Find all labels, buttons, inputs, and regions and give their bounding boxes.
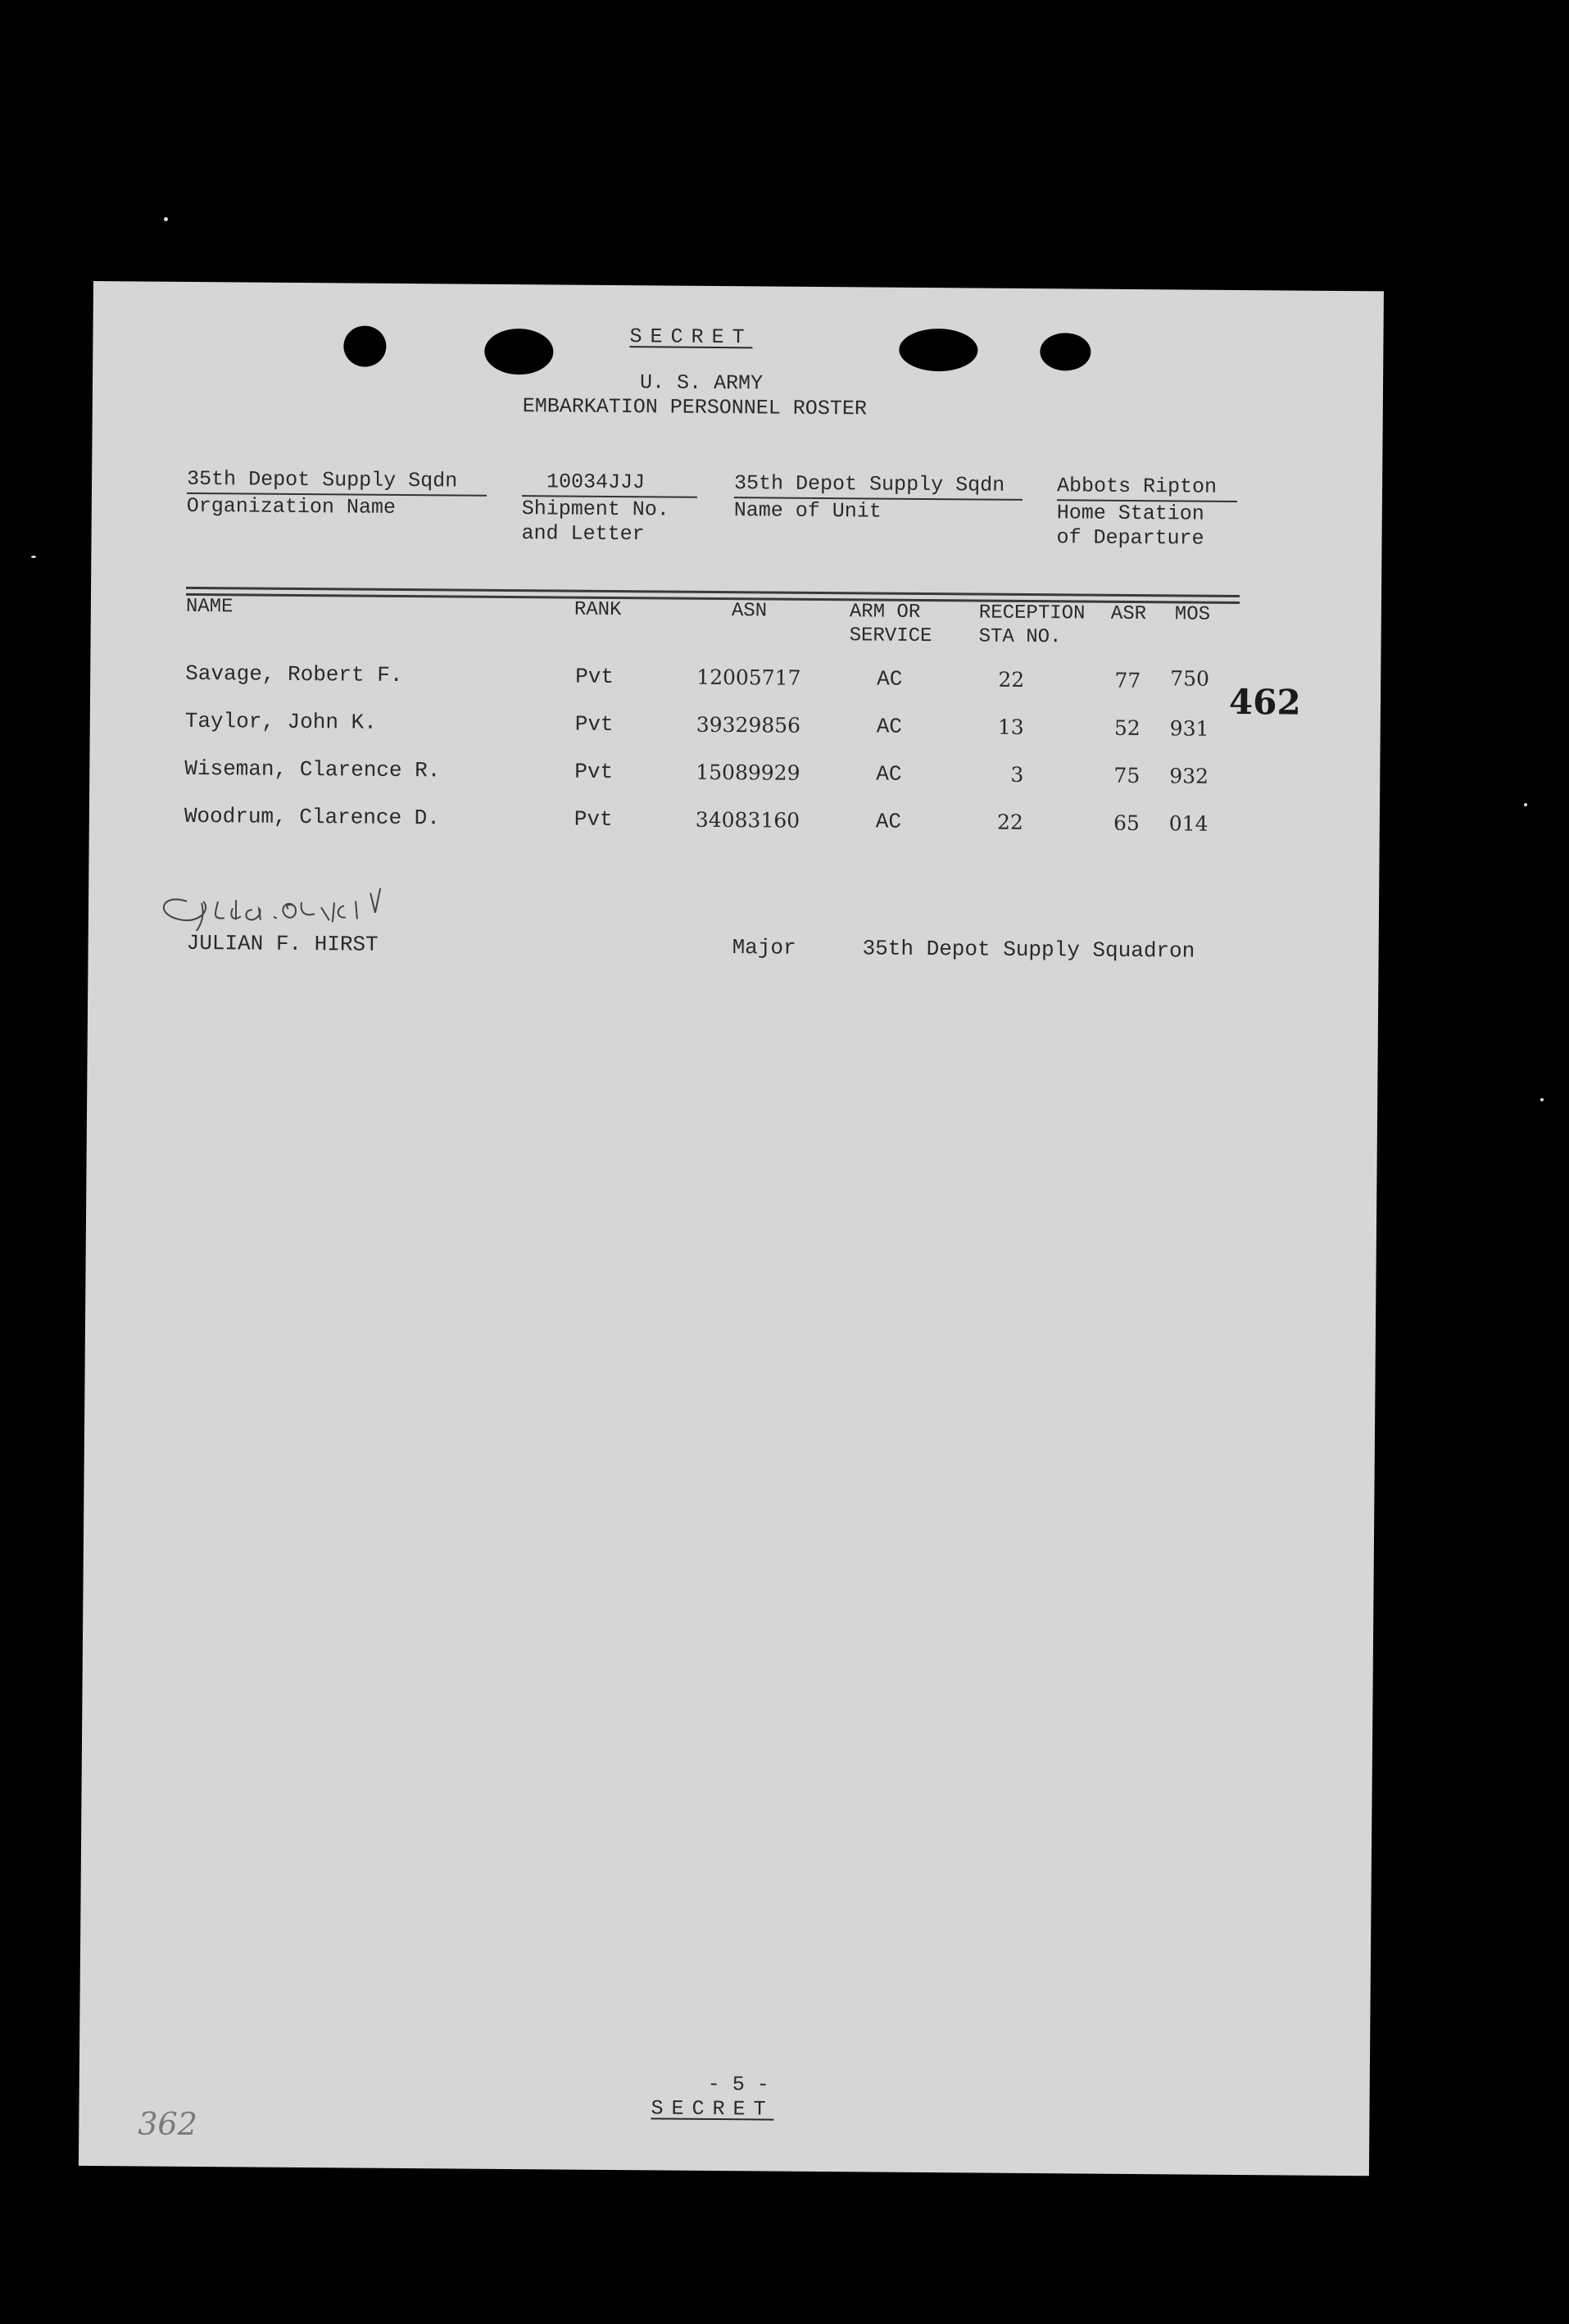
row-name: Wiseman, Clarence R.: [184, 756, 441, 783]
shipment-number-label: Shipment No.: [521, 497, 669, 522]
punch-hole: [343, 325, 386, 366]
row-mos: 014: [1168, 811, 1208, 836]
organization-name-value: 35th Depot Supply Sqdn: [187, 467, 487, 497]
row-sta: 22: [998, 667, 1025, 692]
shipment-number-value: 10034JJJ: [522, 470, 697, 498]
row-asr: 77: [1114, 668, 1141, 693]
unit-name-value: 35th Depot Supply Sqdn: [734, 471, 1023, 501]
col-header-arm: [850, 600, 932, 648]
signer-name: JULIAN F. HIRST: [186, 930, 379, 957]
organization-name-field: [187, 467, 487, 521]
row-mos: 932: [1169, 764, 1209, 788]
row-arm: AC: [876, 714, 903, 739]
col-header-reception-line2: STA NO.: [978, 625, 1062, 649]
pencil-note: 362: [138, 2105, 198, 2143]
col-header-name: NAME: [185, 595, 234, 619]
unit-name-field: [734, 471, 1023, 525]
roster-title: EMBARKATION PERSONNEL ROSTER: [522, 394, 867, 421]
shipment-number-label-line2: and Letter: [521, 521, 645, 547]
agency-heading: U. S. ARMY: [639, 370, 764, 396]
row-mos: 931: [1169, 716, 1209, 741]
classification-top: SECRET: [629, 325, 753, 350]
home-station-field: [1056, 474, 1237, 551]
signer-rank: Major: [732, 935, 796, 960]
home-station-label-line2: of Departure: [1056, 525, 1204, 551]
row-asn: 15089929: [696, 760, 800, 785]
scan-speck: [1540, 1098, 1544, 1101]
punch-hole: [1040, 333, 1091, 370]
row-rank: Pvt: [574, 711, 614, 738]
row-arm: AC: [875, 809, 902, 834]
punch-hole: [484, 329, 553, 375]
col-header-rank: RANK: [574, 598, 622, 622]
page-number: - 5 -: [707, 2072, 769, 2097]
scan-speck: [1524, 803, 1527, 806]
row-mos: 750: [1170, 666, 1210, 691]
row-asr: 65: [1113, 810, 1140, 836]
row-name: Savage, Robert F.: [185, 660, 403, 688]
scan-speck: [164, 217, 168, 221]
row-rank: Pvt: [575, 664, 614, 690]
home-station-value: Abbots Ripton: [1057, 474, 1237, 502]
shipment-number-field: [521, 470, 697, 547]
row-asn: 34083160: [695, 807, 800, 833]
signer-unit: 35th Depot Supply Squadron: [862, 936, 1195, 964]
col-header-arm-line1: ARM OR: [849, 601, 921, 624]
col-header-reception: [979, 601, 1086, 650]
row-arm: AC: [877, 666, 903, 692]
row-asn: 39329856: [696, 712, 801, 738]
classification-bottom: SECRET: [651, 2096, 774, 2122]
unit-name-label: Name of Unit: [733, 498, 882, 524]
col-header-asn: ASN: [731, 600, 768, 623]
row-name: Taylor, John K.: [184, 708, 377, 735]
stamp-number: 462: [1228, 681, 1301, 723]
row-sta: 22: [996, 810, 1023, 834]
scan-speck: [31, 556, 36, 558]
row-name: Woodrum, Clarence D.: [184, 803, 441, 831]
col-header-asr: ASR: [1110, 602, 1147, 626]
col-header-reception-line1: RECEPTION: [978, 601, 1086, 625]
col-header-arm-line2: SERVICE: [849, 624, 932, 648]
col-header-mos: MOS: [1174, 603, 1211, 626]
organization-name-label: Organization Name: [186, 493, 397, 520]
punch-hole: [899, 329, 977, 372]
row-asn: 12005717: [696, 665, 801, 690]
row-asr: 75: [1113, 763, 1140, 788]
row-arm: AC: [876, 761, 902, 787]
row-sta: 3: [1010, 762, 1024, 787]
row-rank: Pvt: [574, 806, 613, 832]
row-sta: 13: [997, 715, 1024, 739]
row-rank: Pvt: [574, 759, 614, 784]
home-station-label: Home Station: [1056, 501, 1204, 526]
document-page: [79, 281, 1384, 2176]
row-asr: 52: [1113, 715, 1140, 741]
